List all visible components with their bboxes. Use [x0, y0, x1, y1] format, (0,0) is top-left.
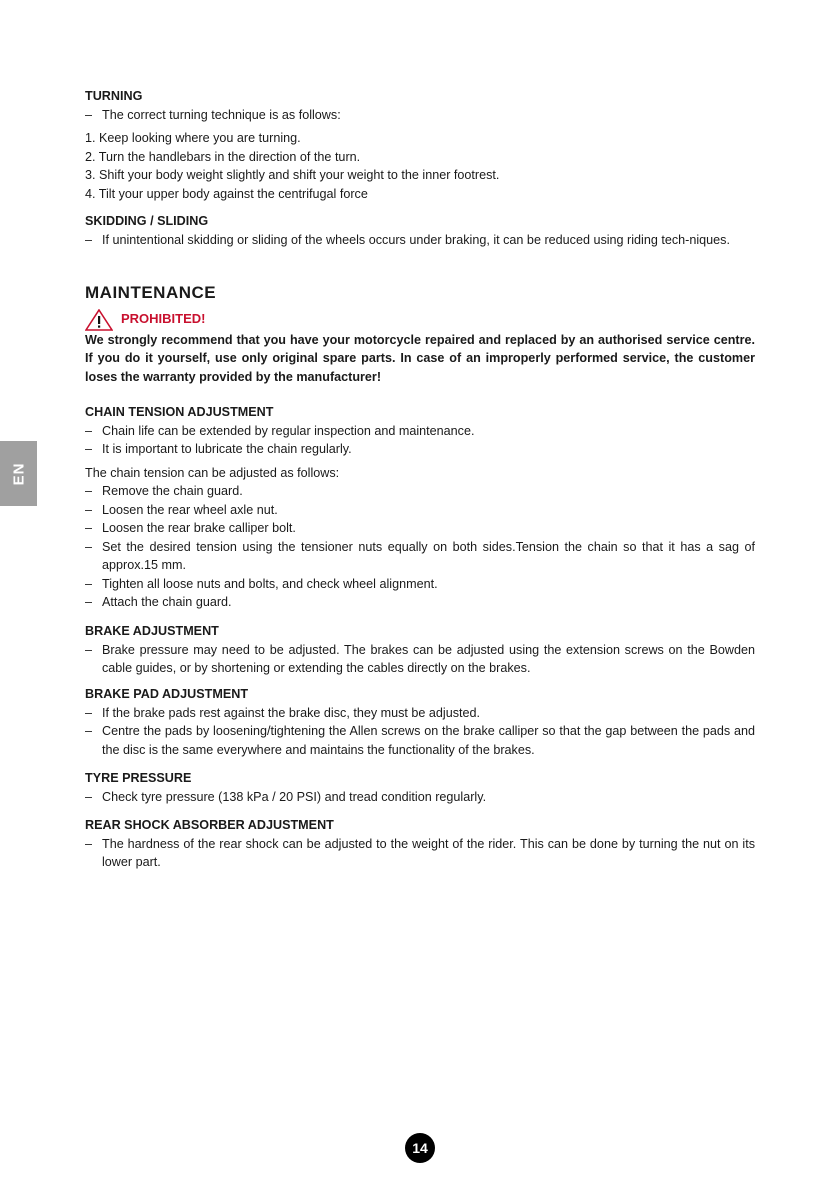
section-brake — [85, 622, 755, 678]
heading: REAR SHOCK ABSORBER ADJUSTMENT — [85, 818, 334, 832]
list-item: – Attach the chain guard. — [85, 595, 232, 609]
step: 4. Tilt your upper body against the centrifugal force — [85, 186, 368, 201]
heading: TURNING — [85, 89, 143, 103]
section-turning — [85, 87, 755, 203]
intro: The chain tension can be adjusted as follows: — [85, 465, 340, 480]
list-item: – Tighten all loose nuts and bolts, and check wheel alignment. — [85, 576, 438, 591]
section-title: MAINTENANCE — [85, 283, 217, 302]
list-item: – Check tyre pressure (138 kPa / 20 PSI) and tread condition regularly. — [85, 789, 487, 804]
list-item: – Brake pressure may need to be adjusted. The brakes can be adjusted using the extension screws on the Bowden cable guides, or by shortening or extending the cables directly on the brakes. — [85, 642, 755, 675]
section-skidding — [85, 212, 755, 249]
warning-text: We strongly recommend that you have your motorcycle repaired and replaced by an authorised service centre. If you do it yourself, use only original spare parts. In case of an improperly performed service, the customer loses the warranty provided by the manufacturer! — [85, 332, 755, 384]
list-item: – Loosen the rear brake calliper bolt. — [85, 521, 296, 535]
heading: BRAKE PAD ADJUSTMENT — [85, 687, 249, 701]
list-item: – It is important to lubricate the chain regularly. — [85, 442, 352, 456]
page-number: 14 — [405, 1133, 435, 1163]
step: 1. Keep looking where you are turning. — [85, 131, 301, 145]
section-maintenance — [85, 284, 755, 386]
heading: CHAIN TENSION ADJUSTMENT — [85, 405, 274, 419]
warning-triangle-icon — [85, 309, 113, 331]
section-brake-pad — [85, 685, 755, 759]
list-item: – Loosen the rear wheel axle nut. — [85, 502, 278, 517]
list-item: – Centre the pads by loosening/tightening the Allen screws on the brake calliper so that the gap between the pads and the disc is the same everywhere and maintains the functionality of the brakes. — [85, 724, 755, 757]
language-tab: EN — [0, 441, 37, 506]
step: 2. Turn the handlebars in the direction of the turn. — [85, 149, 361, 164]
list-item: – If unintentional skidding or sliding of the wheels occurs under braking, it can be reduced using riding tech-niques. — [85, 232, 730, 247]
heading: TYRE PRESSURE — [85, 771, 192, 785]
heading: SKIDDING / SLIDING — [85, 214, 209, 228]
list-item: – Remove the chain guard. — [85, 484, 243, 498]
heading: BRAKE ADJUSTMENT — [85, 624, 219, 638]
list-item: – Set the desired tension using the tensioner nuts equally on both sides.Tension the chain so that it has a sag of approx.15 mm. — [85, 539, 755, 572]
section-tyre — [85, 769, 755, 806]
section-shock — [85, 816, 755, 872]
step: 3. Shift your body weight slightly and shift your weight to the inner footrest. — [85, 168, 500, 182]
list-item: – The correct turning technique is as follows: — [85, 107, 341, 122]
prohibited-label: PROHIBITED! — [85, 309, 755, 331]
list-item: – Chain life can be extended by regular inspection and maintenance. — [85, 423, 475, 438]
section-chain — [85, 403, 755, 612]
list-item: – The hardness of the rear shock can be adjusted to the weight of the rider. This can be done by turning the nut on its lower part. — [85, 836, 755, 869]
list-item: – If the brake pads rest against the brake disc, they must be adjusted. — [85, 705, 481, 720]
